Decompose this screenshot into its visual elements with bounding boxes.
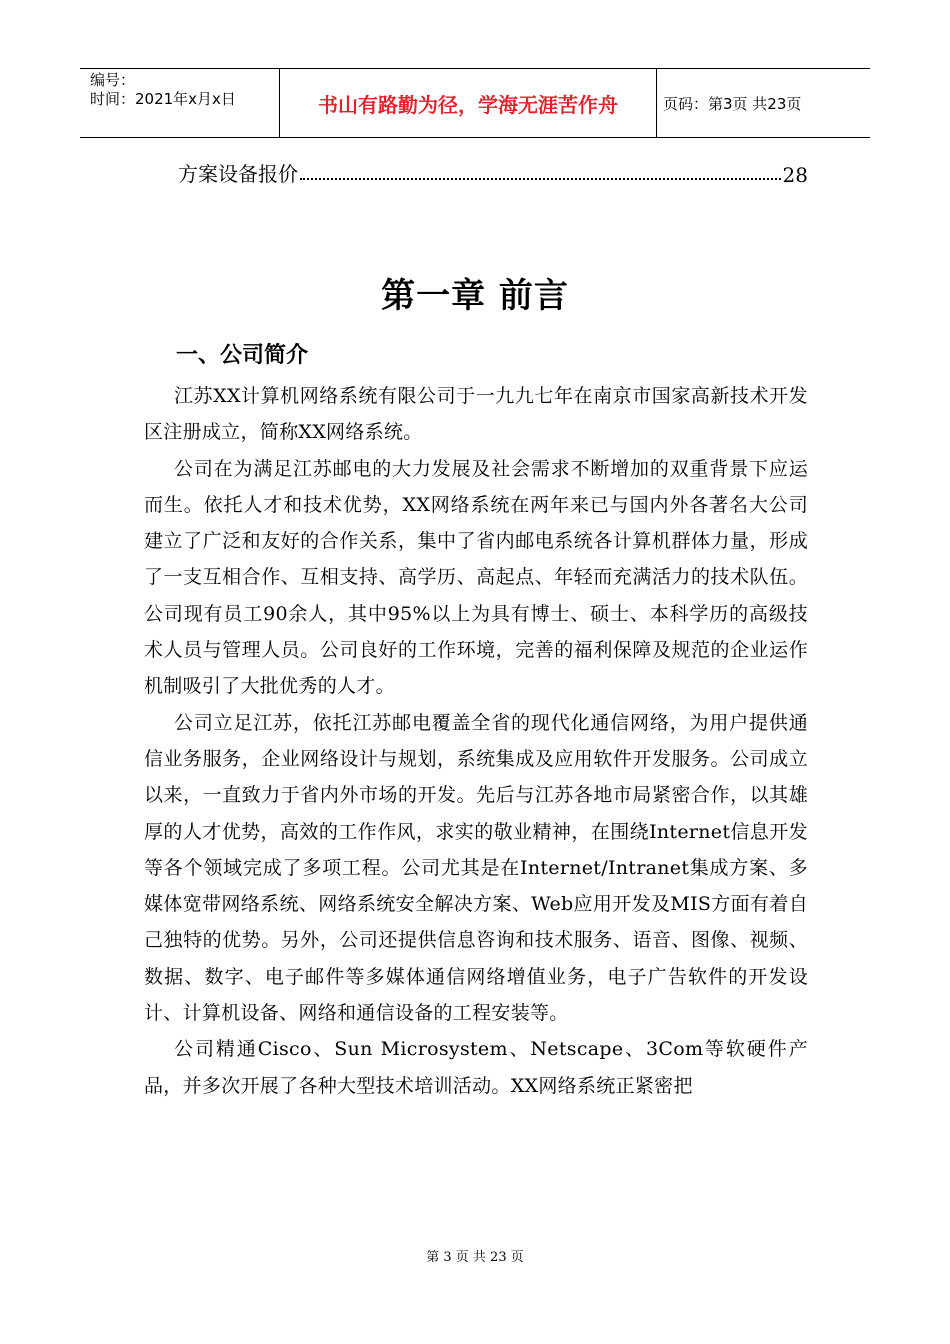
- toc-leader-dots: [300, 178, 781, 180]
- document-time: 时间：2021年x月x日: [90, 90, 236, 108]
- body-text: [144, 378, 808, 1104]
- toc-entry[interactable]: [178, 158, 808, 187]
- paragraph: 江苏XX计算机网络系统有限公司于一九九七年在南京市国家高新技术开发区注册成立，简称XX网络系统。: [144, 385, 808, 444]
- page-header: [80, 68, 870, 138]
- paragraph: 公司在为满足江苏邮电的大力发展及社会需求不断增加的双重背景下应运而生。依托人才和技术优势，XX网络系统在两年来已与国内外各著名大公司建立了广泛和友好的合作关系，集中了省内邮电系统各计算机群体力量，形成了一支互相合作、互相支持、高学历、高起点、年轻而充满活力的技术队伍。公司现有员工90余人，其中95%以上为具有博士、硕士、本科学历的高级技术人员与管理人员。公司良好的工作环境，完善的福利保障及规范的企业运作机制吸引了大批优秀的人才。: [144, 457, 808, 698]
- toc-entry-title: 方案设备报价: [178, 162, 298, 186]
- paragraph: 公司立足江苏，依托江苏邮电覆盖全省的现代化通信网络，为用户提供通信业务服务，企业网络设计与规划，系统集成及应用软件开发服务。公司成立以来，一直致力于省内外市场的开发。先后与江苏各地市局紧密合作，以其雄厚的人才优势，高效的工作作风，求实的敬业精神，在围绕Internet信息开发等各个领域完成了多项工程。公司尤其是在Internet/Intranet集成方案、多媒体宽带网络系统、网络系统安全解决方案、Web应用开发及MIS方面有着自己独特的优势。另外，公司还提供信息咨询和技术服务、语音、图像、视频、数据、数字、电子邮件等多媒体通信网络增值业务，电子广告软件的开发设计、计算机设备、网络和通信设备的工程安装等。: [144, 711, 808, 1025]
- header-meta: [80, 69, 280, 137]
- chapter-title: 第一章 前言: [381, 276, 569, 316]
- toc-entry-page: 28: [782, 163, 808, 187]
- paragraph: 公司精通Cisco、Sun Microsystem、Netscape、3Com等软硬件产品，并多次开展了各种大型技术培训活动。XX网络系统正紧密把: [144, 1038, 808, 1097]
- section-title: 一、公司简介: [176, 342, 309, 368]
- header-motto: 书山有路勤为径，学海无涯苦作舟: [280, 69, 657, 137]
- header-page-info: 页码：第3页 共23页: [663, 94, 802, 113]
- document-number-label: 编号：: [90, 71, 136, 89]
- page-footer: 第 3 页 共 23 页: [426, 1250, 524, 1265]
